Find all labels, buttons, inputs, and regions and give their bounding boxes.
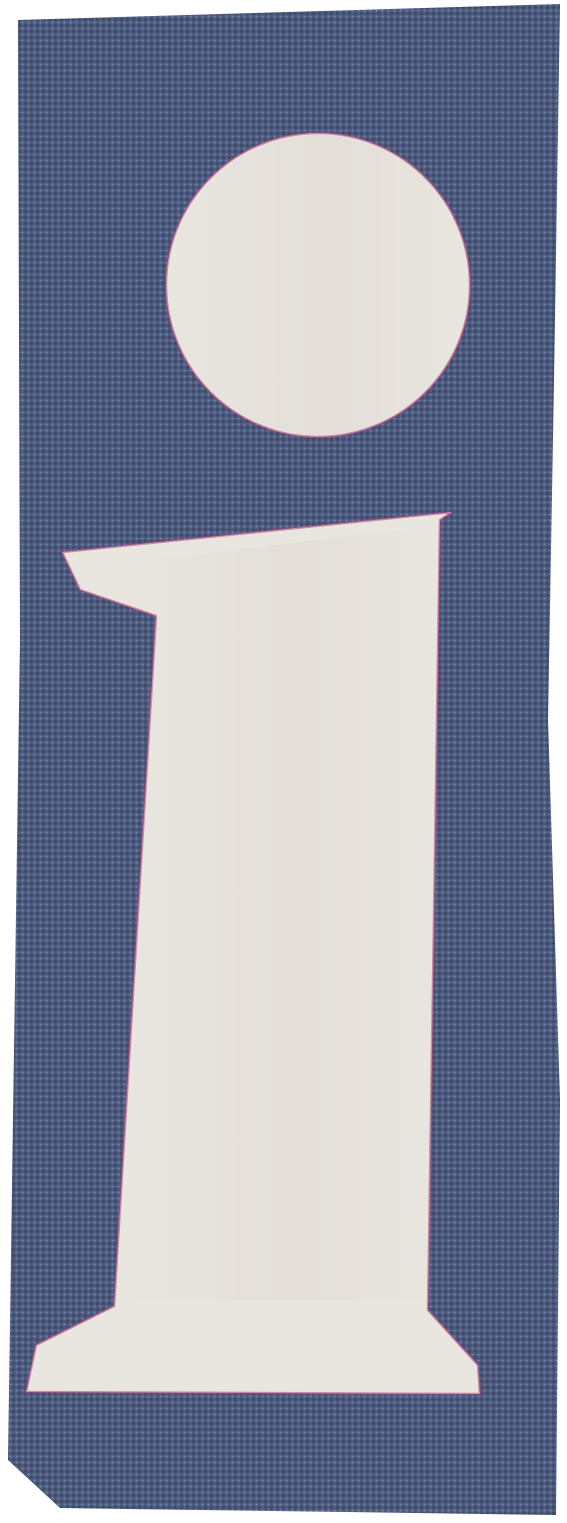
letter-i-dot-shade	[168, 135, 468, 435]
letter-i-stem-shade	[122, 525, 440, 1300]
